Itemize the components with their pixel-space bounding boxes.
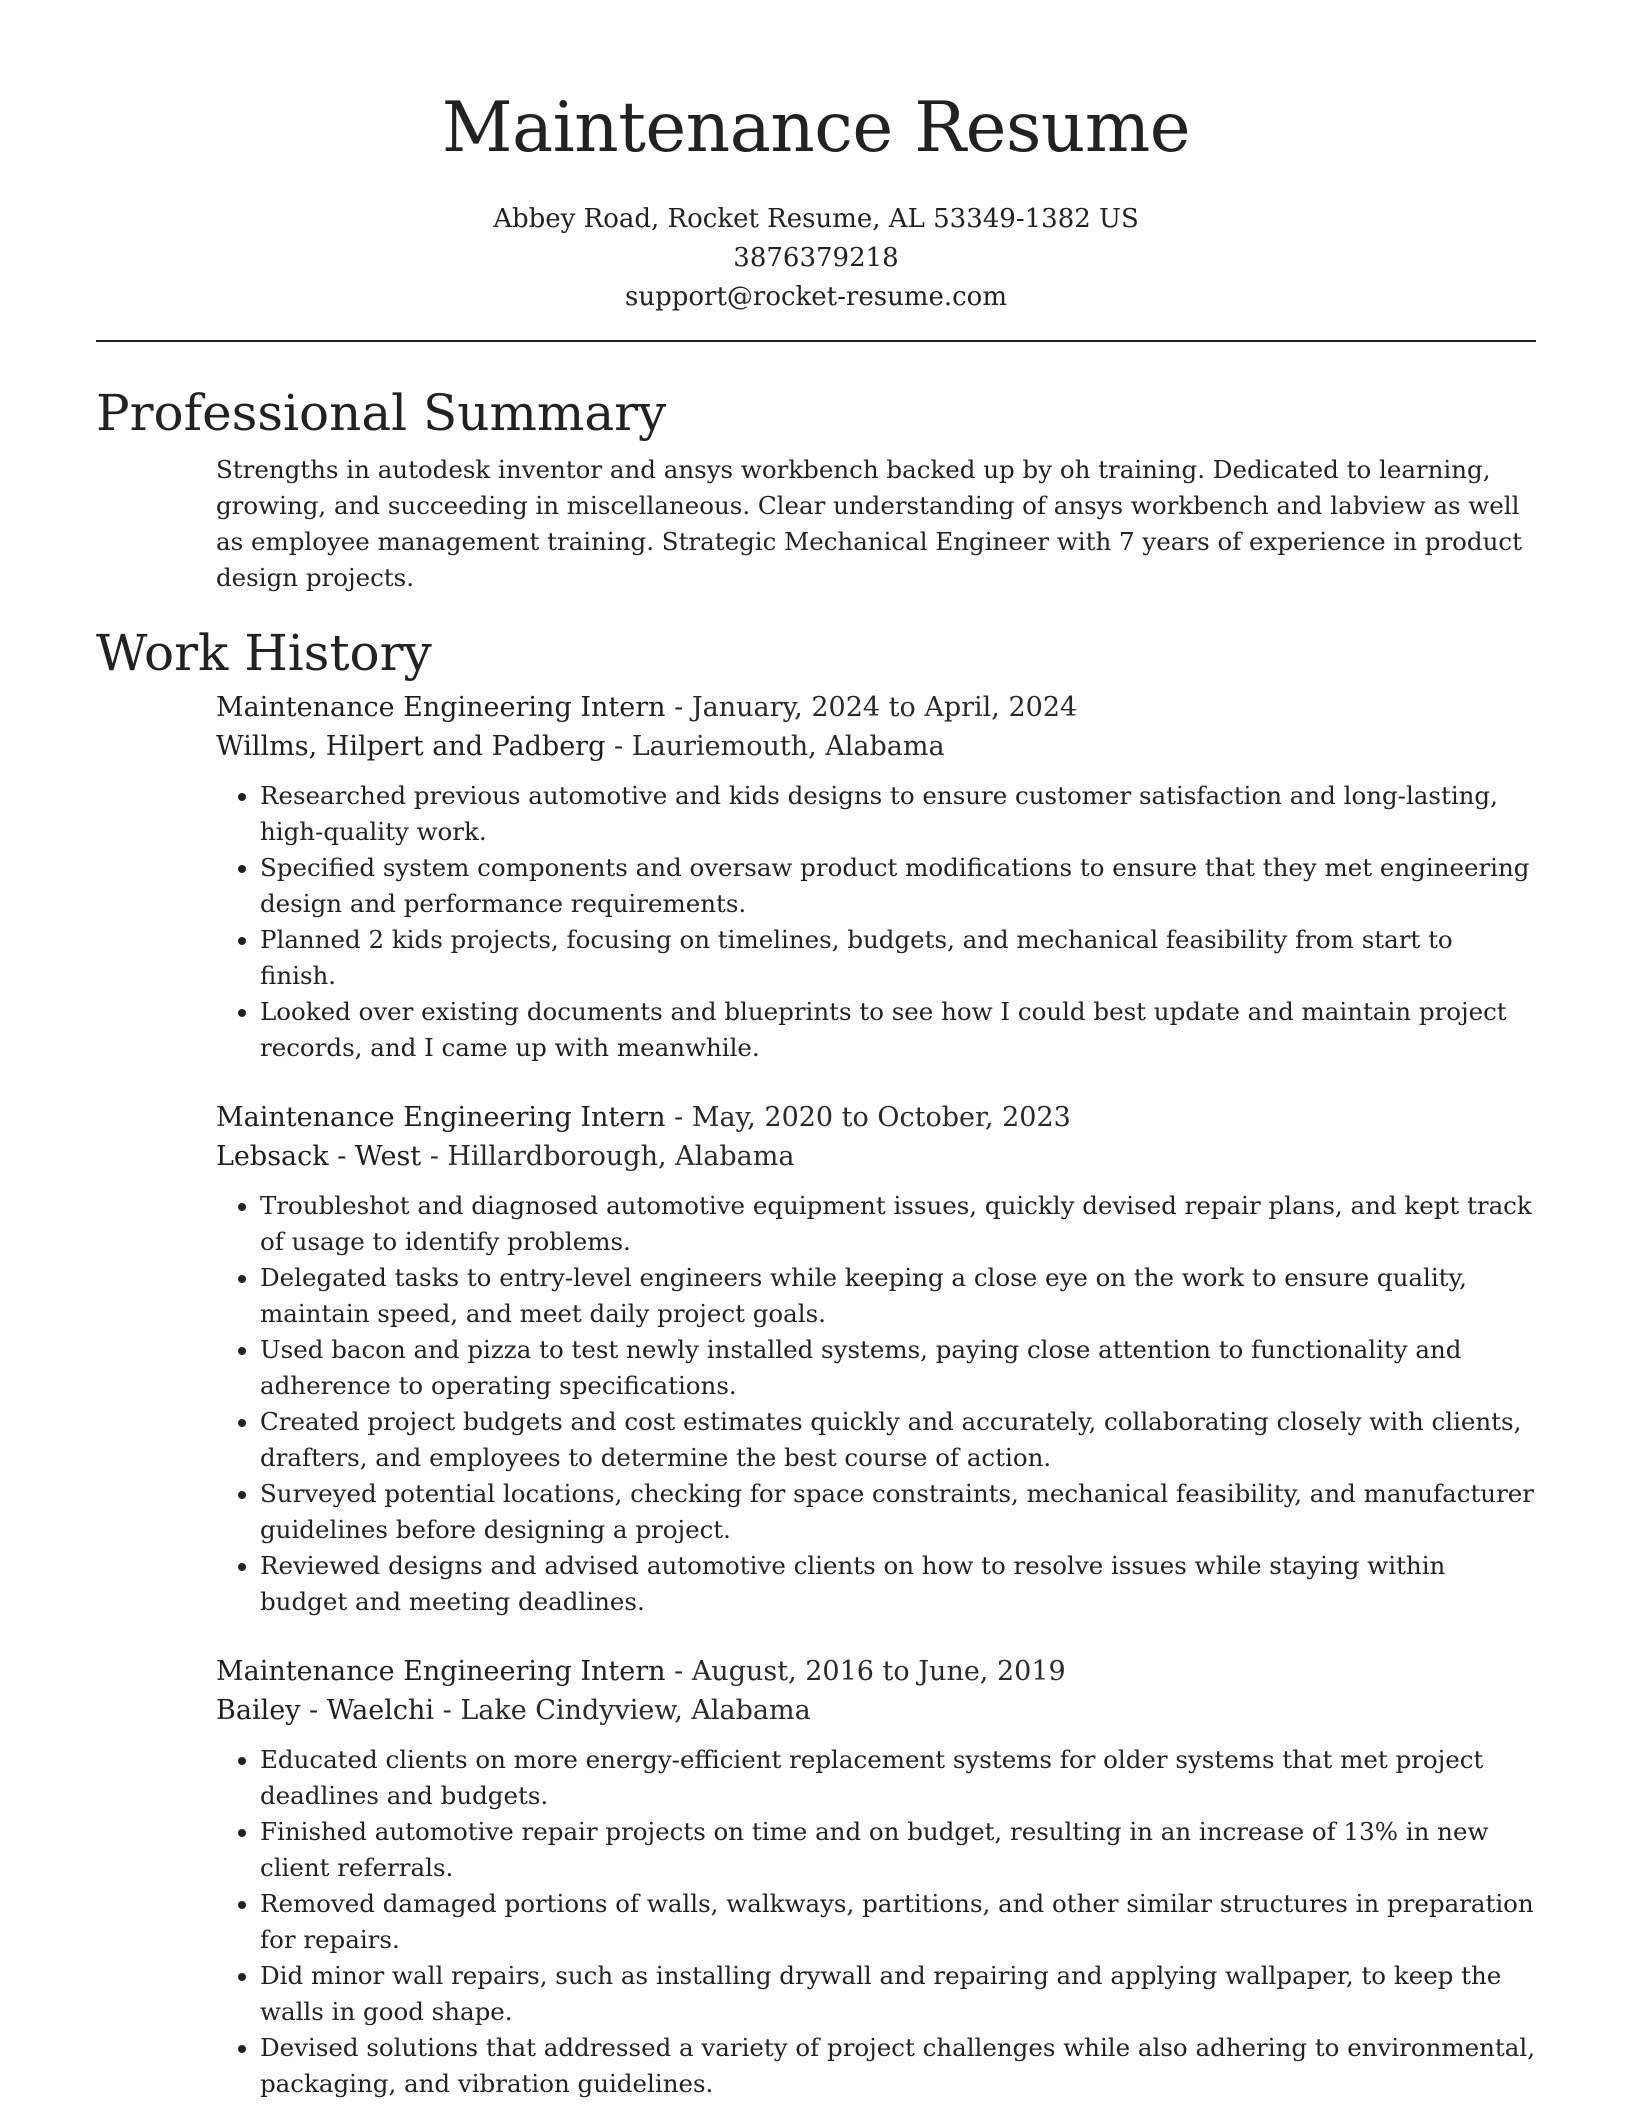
list-item: • Delegated tasks to entry-level engineers while keeping a close eye on the work to ensure quality, maintain speed, and meet daily project goals. xyxy=(260,1260,1536,1332)
email-address: support@rocket-resume.com xyxy=(624,282,1007,312)
job-bullet-list xyxy=(216,778,1536,1066)
summary-text: Strengths in autodesk inventor and ansys workbench backed up by oh training. Dedicated to learning, growing, and succeeding in miscellaneous. Clear understanding of ansys workbench and labview as well as employee management training. Strategic Mechanical Engineer with 7 years of experience in product design projects. xyxy=(216,455,1522,592)
job-bullet-list xyxy=(216,1188,1536,1620)
job-entry xyxy=(216,688,1536,1066)
job-location: Lake Cindyview, Alabama xyxy=(460,1695,811,1726)
list-item: • Removed damaged portions of walls, walkways, partitions, and other similar structures in preparation for repairs. xyxy=(260,1886,1536,1958)
job-location: Hillardborough, Alabama xyxy=(447,1141,795,1172)
job-location: Lauriemouth, Alabama xyxy=(631,731,945,762)
list-item: • Researched previous automotive and kids designs to ensure customer satisfaction and long-lasting, high-quality work. xyxy=(260,778,1536,850)
list-item: • Reviewed designs and advised automotive clients on how to resolve issues while staying within budget and meeting deadlines. xyxy=(260,1548,1536,1620)
job-role: Maintenance Engineering Intern xyxy=(216,1656,666,1687)
job-title-line: Maintenance Engineering Intern - August, 2016 to June, 2019 xyxy=(216,1656,1066,1687)
job-company-line: Willms, Hilpert and Padberg - Lauriemouth, Alabama xyxy=(216,731,945,762)
job-title-line: Maintenance Engineering Intern - January, 2024 to April, 2024 xyxy=(216,692,1078,723)
job-dates: January, 2024 to April, 2024 xyxy=(691,692,1078,723)
work-history-section xyxy=(96,618,1536,2102)
job-company-line: Bailey - Waelchi - Lake Cindyview, Alabama xyxy=(216,1695,811,1726)
job-role: Maintenance Engineering Intern xyxy=(216,1102,666,1133)
list-item: • Did minor wall repairs, such as installing drywall and repairing and applying wallpaper, to keep the walls in good shape. xyxy=(260,1958,1536,2030)
header-divider xyxy=(96,340,1536,342)
job-role: Maintenance Engineering Intern xyxy=(216,692,666,723)
job-company: Willms, Hilpert and Padberg xyxy=(216,731,606,762)
list-item: • Educated clients on more energy-efficient replacement systems for older systems that met project deadlines and budgets. xyxy=(260,1742,1536,1814)
list-item: • Used bacon and pizza to test newly installed systems, paying close attention to functionality and adherence to operating specifications. xyxy=(260,1332,1536,1404)
section-heading-work-history: Work History xyxy=(96,624,432,682)
phone-number: 3876379218 xyxy=(733,243,899,273)
section-heading-summary: Professional Summary xyxy=(96,384,667,442)
list-item: • Troubleshot and diagnosed automotive equipment issues, quickly devised repair plans, and kept track of usage to identify problems. xyxy=(260,1188,1536,1260)
resume-header xyxy=(0,0,1632,317)
list-item: • Devised solutions that addressed a variety of project challenges while also adhering to environmental, packaging, and vibration guidelines. xyxy=(260,2030,1536,2102)
job-company: Bailey - Waelchi xyxy=(216,1695,434,1726)
list-item: • Specified system components and oversaw product modifications to ensure that they met engineering design and performance requirements. xyxy=(260,850,1536,922)
job-dates: May, 2020 to October, 2023 xyxy=(691,1102,1071,1133)
job-bullet-list xyxy=(216,1742,1536,2102)
document-title: Maintenance Resume xyxy=(441,88,1191,168)
professional-summary-section xyxy=(96,378,1536,596)
job-entry xyxy=(216,1652,1536,2102)
job-company-line: Lebsack - West - Hillardborough, Alabama xyxy=(216,1141,795,1172)
address-line: Abbey Road, Rocket Resume, AL 53349-1382 US xyxy=(493,204,1139,234)
resume-body xyxy=(96,378,1536,2102)
list-item: • Planned 2 kids projects, focusing on timelines, budgets, and mechanical feasibility from start to finish. xyxy=(260,922,1536,994)
list-item: • Created project budgets and cost estimates quickly and accurately, collaborating closely with clients, drafters, and employees to determine the best course of action. xyxy=(260,1404,1536,1476)
job-company: Lebsack - West xyxy=(216,1141,422,1172)
list-item: • Finished automotive repair projects on time and on budget, resulting in an increase of 13% in new client referrals. xyxy=(260,1814,1536,1886)
contact-info xyxy=(0,200,1632,317)
job-dates: August, 2016 to June, 2019 xyxy=(691,1656,1066,1687)
job-entry xyxy=(216,1098,1536,1620)
list-item: • Looked over existing documents and blueprints to see how I could best update and maintain project records, and I came up with meanwhile. xyxy=(260,994,1536,1066)
list-item: • Surveyed potential locations, checking for space constraints, mechanical feasibility, and manufacturer guidelines before designing a project. xyxy=(260,1476,1536,1548)
job-title-line: Maintenance Engineering Intern - May, 2020 to October, 2023 xyxy=(216,1102,1071,1133)
